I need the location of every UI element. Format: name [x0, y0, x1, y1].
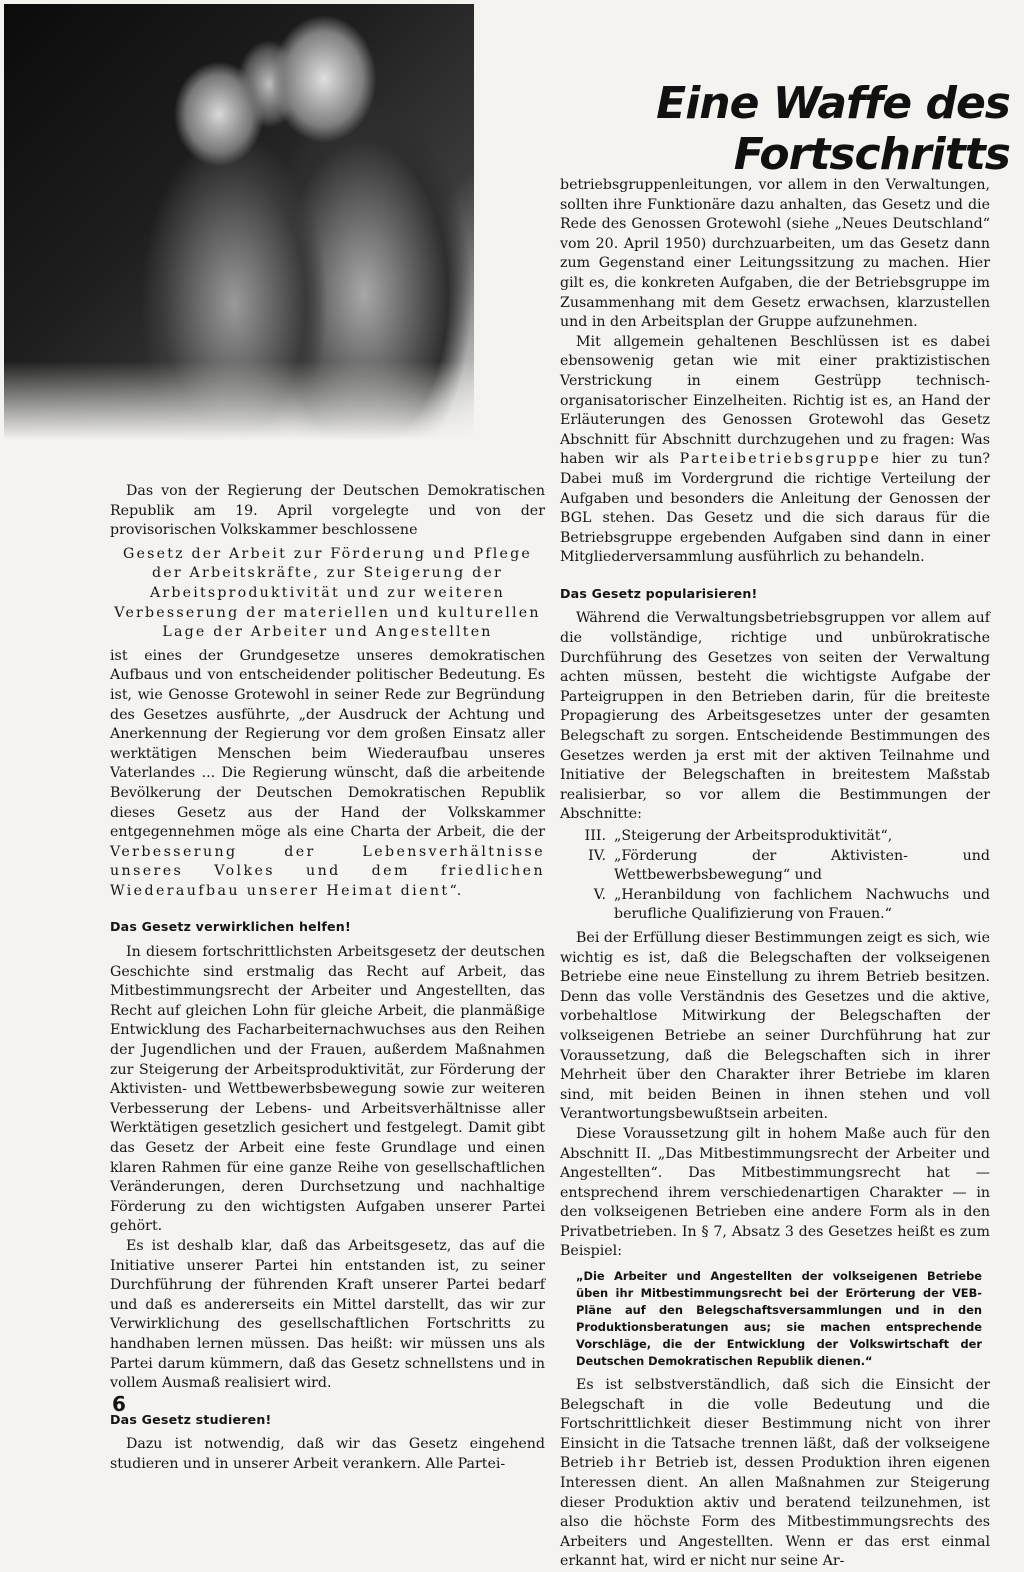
headline: Eine Waffe des Fortschritts	[656, 78, 1010, 180]
paragraph-2: Es ist deshalb klar, daß das Arbeitsgesetz, das auf die Initiative unserer Partei hin entstanden ist, zu seiner Durchführung der führenden Kraft unserer Partei bedarf und daß es andererseits ein Mittel darstellt, das wir zur Verwirklichung des gesellschaftlichen Fortschritts zu handhaben lernen müssen. Das heißt: wir müssen uns als Partei darum kümmern, daß das Gesetz schnellstens und in vollem Ausmaß realisiert wird.	[110, 1237, 545, 1392]
paragraph-9-spaced: ihr	[620, 1455, 649, 1472]
paragraph-5-a: Mit allgemein gehaltenen Beschlüssen ist es dabei ebensowenig getan wie mit einer praktizistischen Verstrickung in einem Gestrüpp technisch-organisatorischer Einzelheiten. Richtig ist es, an Hand der Erläuterungen des Genossen Grotewohl das Gesetz Abschnitt für Abschnitt durchzugehen und zu fragen: Was haben wir als	[560, 333, 990, 468]
list-item	[580, 847, 990, 886]
right-column	[560, 176, 990, 1572]
paragraph-3: Dazu ist notwendig, daß wir das Gesetz eingehend studieren und in unserer Arbeit verankern. Alle Partei-	[110, 1436, 545, 1472]
paragraph-6: Während die Verwaltungsbetriebsgruppen vor allem auf die vollständige, richtige und unbürokratische Durchführung des Gesetzes von seiten der Verwaltung achten müssen, besteht die wichtigste Aufgabe der Parteigruppen in den Betrieben darin, für die breiteste Propagierung des Arbeitsgesetzes unter der gesamten Belegschaft zu sorgen. Entscheidende Bestimmungen des Gesetzes werden ja erst mit der aktiven Teilnahme und Initiative der Belegschaften in breitestem Maßstab realisierbar, so vor allem die Bestimmungen der Abschnitte:	[560, 610, 990, 823]
list-item	[580, 886, 990, 925]
subhead-popularisieren: Das Gesetz popularisieren!	[560, 585, 758, 601]
paragraph-9-a: Es ist selbstverständlich, daß sich die Einsicht der Belegschaft in die volle Bedeutung und die Fortschrittlichkeit dieser Bestimmung nicht von ihrer Einsicht in die Tatsache trennen läßt, daß der volkseigene Betrieb	[560, 1377, 990, 1472]
paragraph-7: Bei der Erfüllung dieser Bestimmungen zeigt es sich, wie wichtig es ist, daß die Belegschaften der volkseigenen Betriebe eine neue Einstellung zu ihrem Betrieb besitzen. Denn das volle Verständnis des Gesetzes und die aktive, vorbehaltlose Mitwirkung der Belegschaften der volkseigenen Betriebe an seiner Durchführung hat zur Voraussetzung, daß die Belegschaften sich in ihrer Mehrheit über den Charakter ihrer Betriebe im klaren sind, mit beiden Beinen in ihnen stehen und voll Verantwortungsbewußtsein arbeiten.	[560, 929, 990, 1123]
list-item-num: V.	[593, 886, 606, 903]
law-title: Gesetz der Arbeit zur Förderung und Pflege der Arbeitskräfte, zur Steigerung der Arbeitsproduktivität und zur weiteren Verbesserung der materiellen und kulturellen Lage der Arbeiter und Angestellten	[114, 545, 541, 641]
law-paragraph	[110, 647, 545, 902]
article-photo	[4, 4, 474, 440]
subhead-verwirklichen: Das Gesetz verwirklichen helfen!	[110, 919, 351, 935]
list-item	[580, 827, 990, 847]
paragraph-5	[560, 333, 990, 568]
paragraph-5-spaced: Parteibetriebsgruppe	[679, 451, 882, 468]
law-paragraph-text: ist eines der Grundgesetze unseres demokratischen Aufbaus und von entscheidender politischer Bedeutung. Es ist, wie Genosse Grotewohl in seiner Rede zur Begründung des Gesetzes ausführte, „der Ausdruck der Achtung und Anerkennung der Regierung vor dem großen Einsatz aller werktätigen Menschen beim Wiederaufbau unseres Vaterlandes ... Die Regierung wünscht, daß die arbeitende Bevölkerung der Deutschen Demokratischen Republik dieses Gesetz aus der Hand der Volkskammer entgegennehmen möge als eine Charta der Arbeit, die der	[110, 647, 545, 841]
subhead-studieren: Das Gesetz studieren!	[110, 1411, 272, 1427]
section-list	[580, 827, 990, 925]
paragraph-9	[560, 1376, 990, 1572]
list-item-text: „Heranbildung von fachlichem Nachwuchs und berufliche Qualifizierung von Frauen.“	[614, 886, 990, 923]
law-quote-spaced: Verbesserung der Lebensverhältnisse unseres Volkes und dem friedlichen Wiederaufbau unserer Heimat dient	[110, 843, 545, 899]
paragraph-1: In diesem fortschrittlichsten Arbeitsgesetz der deutschen Geschichte sind erstmalig das Recht auf Arbeit, das Mitbestimmungsrecht der Arbeiter und Angestellten, das Recht auf gleichen Lohn für gleiche Arbeit, die planmäßige Entwicklung des Facharbeiternachwuchses aus den Reihen der Jugendlichen und der Frauen, außerdem Maßnahmen zur Steigerung der Arbeitsproduktivität, zur Förderung der Aktivisten- und Wettbewerbsbewegung sowie zur weiteren Verbesserung der Lebens- und Arbeitsverhältnisse aller Werktätigen gesetzlich gesichert und festgelegt. Damit gibt das Gesetz der Arbeit eine feste Grundlage und einen klaren Rahmen für eine ganze Reihe von gesellschaftlichen Veränderungen, deren Durchsetzung und nachhaltige Förderung zu den wichtigsten Aufgaben unserer Partei gehört.	[110, 944, 545, 1235]
paragraph-8: Diese Voraussetzung gilt in hohem Maße auch für den Abschnitt II. „Das Mitbestimmungsrecht der Arbeiter und Angestellten“. Das Mitbestimmungsrecht hat — entsprechend ihrem verschiedenartigen Charakter — in den volkseigenen Betrieben eine andere Form als in den Privatbetrieben. In § 7, Absatz 3 des Gesetzes heißt es zum Beispiel:	[560, 1125, 990, 1260]
law-quote-end: “.	[449, 882, 462, 899]
paragraph-5-b: hier zu tun? Dabei muß im Vordergrund die richtige Verteilung der Aufgaben und besonders die Anleitung der Genossen der BGL stehen. Das Gesetz und die sich daraus für die Betriebsgruppe ergebenden Aufgaben sind dann in einer Mitgliederversammlung ausführlich zu behandeln.	[560, 451, 990, 566]
law-quote: „Die Arbeiter und Angestellten der volkseigenen Betriebe üben ihr Mitbestimmungsrecht bei der Erörterung der VEB-Pläne auf den Belegschaftsversammlungen und in den Produktionsberatungen aus; sie machen entsprechende Vorschläge, die der Entwicklung der Volkswirtschaft der Deutschen Demokratischen Republik dienen.“	[576, 1269, 982, 1369]
list-item-num: III.	[584, 828, 606, 844]
paragraph-4: betriebsgruppenleitungen, vor allem in den Verwaltungen, sollten ihre Funktionäre dazu anhalten, das Gesetz und die Rede des Genossen Grotewohl (siehe „Neues Deutschland“ vom 20. April 1950) durchzuarbeiten, um das Gesetz dann zum Gegenstand einer Leitungssitzung zu machen. Hier gilt es, die konkreten Aufgaben, die der Betriebsgruppe im Zusammenhang mit dem Gesetz erwachsen, klarzustellen und in den Arbeitsplan der Gruppe aufzunehmen.	[560, 177, 990, 331]
page-number: 6	[112, 1392, 126, 1416]
list-item-text: „Steigerung der Arbeitsproduktivität“,	[614, 828, 893, 844]
list-item-text: „Förderung der Aktivisten- und Wettbewerbsbewegung“ und	[614, 847, 990, 884]
left-column	[110, 482, 545, 1475]
paragraph-9-b: Betrieb ist, dessen Produktion ihren eigenen Interessen dient. An allen Maßnahmen zur Steigerung dieser Produktion aktiv und beratend teilzunehmen, ist also die höchste Form des Mitbestimmungsrechts des Arbeiters und Angestellten. Wenn er das erst einmal erkannt hat, wird er nicht nur seine Ar-	[560, 1455, 990, 1570]
intro-paragraph: Das von der Regierung der Deutschen Demokratischen Republik am 19. April vorgelegte und von der provisorischen Volkskammer beschlossene	[110, 483, 545, 539]
list-item-num: IV.	[588, 847, 606, 864]
